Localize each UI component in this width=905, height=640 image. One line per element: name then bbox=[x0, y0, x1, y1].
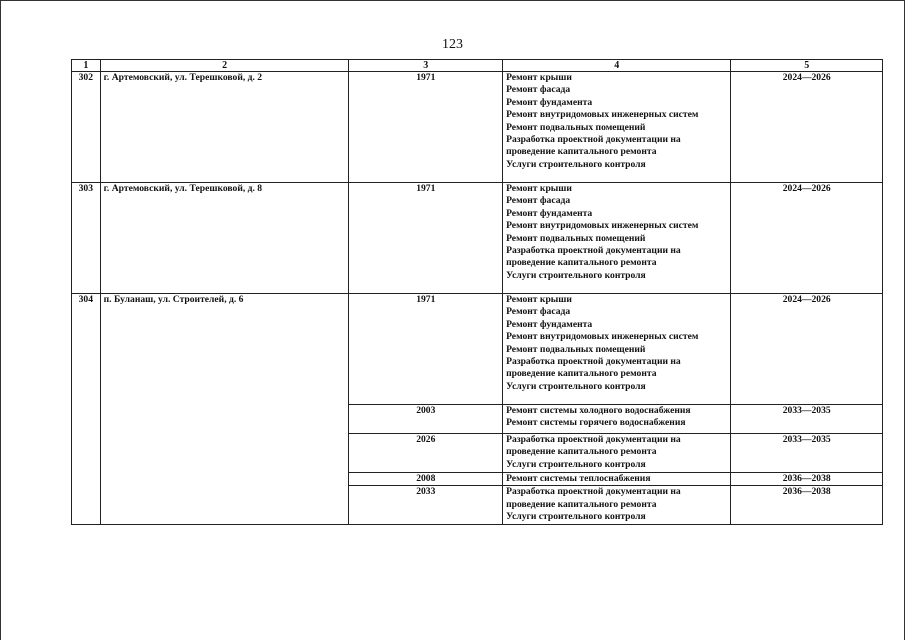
table-row bbox=[72, 183, 883, 294]
work-item: Ремонт крыши bbox=[506, 72, 572, 83]
year-cell: 1971 bbox=[349, 183, 503, 294]
address-cell: г. Артемовский, ул. Терешковой, д. 2 bbox=[100, 72, 349, 183]
page-number: 123 bbox=[442, 37, 463, 52]
works-cell bbox=[503, 183, 731, 294]
work-item: проведение капитального ремонта bbox=[506, 446, 657, 458]
work-item: Разработка проектной документации на bbox=[506, 245, 681, 257]
work-item: Ремонт внутридомовых инженерных систем bbox=[506, 220, 699, 232]
work-item: Ремонт фасада bbox=[506, 195, 571, 207]
column-header-2: 2 bbox=[100, 60, 349, 72]
work-item: Разработка проектной документации на bbox=[506, 486, 681, 498]
work-item: Ремонт фундамента bbox=[506, 96, 593, 108]
column-header-4: 4 bbox=[503, 60, 731, 72]
work-item: Разработка проектной документации на bbox=[506, 356, 681, 368]
period-cell: 2033—2035 bbox=[731, 405, 883, 434]
table-row bbox=[72, 294, 883, 405]
work-item: Ремонт фундамента bbox=[506, 207, 593, 219]
work-item: Ремонт подвальных помещений bbox=[506, 343, 646, 355]
work-item: Ремонт внутридомовых инженерных систем bbox=[506, 331, 699, 343]
works-cell bbox=[503, 434, 731, 473]
work-item: Услуги строительного контроля bbox=[506, 380, 646, 392]
work-item: Ремонт подвальных помещений bbox=[506, 121, 646, 133]
work-item: Ремонт фасада bbox=[506, 306, 571, 318]
period-cell: 2036—2038 bbox=[731, 473, 883, 486]
period-cell: 2024—2026 bbox=[731, 72, 883, 183]
row-number: 303 bbox=[72, 183, 101, 294]
work-item: Услуги строительного контроля bbox=[506, 158, 646, 170]
work-item: Услуги строительного контроля bbox=[506, 511, 646, 523]
period-cell: 2024—2026 bbox=[731, 183, 883, 294]
year-cell: 2008 bbox=[349, 473, 503, 486]
works-cell bbox=[503, 473, 731, 486]
row-number: 302 bbox=[72, 72, 101, 183]
works-cell bbox=[503, 72, 731, 183]
work-item: Ремонт фундамента bbox=[506, 318, 593, 330]
address-cell: г. Артемовский, ул. Терешковой, д. 8 bbox=[100, 183, 349, 294]
address-cell: п. Буланаш, ул. Строителей, д. 6 bbox=[100, 294, 349, 525]
work-item: Ремонт системы холодного водоснабжения bbox=[506, 405, 691, 416]
repair-schedule-table bbox=[71, 59, 883, 525]
works-cell bbox=[503, 405, 731, 434]
year-cell: 1971 bbox=[349, 294, 503, 405]
period-cell: 2024—2026 bbox=[731, 294, 883, 405]
works-cell bbox=[503, 294, 731, 405]
period-cell: 2036—2038 bbox=[731, 486, 883, 525]
work-item: проведение капитального ремонта bbox=[506, 368, 657, 380]
table-body bbox=[72, 72, 883, 525]
work-item: Ремонт подвальных помещений bbox=[506, 232, 646, 244]
header-row bbox=[72, 60, 883, 72]
work-item: Ремонт системы теплоснабжения bbox=[506, 473, 651, 484]
year-cell: 2026 bbox=[349, 434, 503, 473]
work-item: Разработка проектной документации на bbox=[506, 134, 681, 146]
work-item: Ремонт системы горячего водоснабжения bbox=[506, 417, 686, 429]
work-item: Ремонт внутридомовых инженерных систем bbox=[506, 109, 699, 121]
year-cell: 1971 bbox=[349, 72, 503, 183]
works-cell bbox=[503, 486, 731, 525]
column-header-3: 3 bbox=[349, 60, 503, 72]
work-item: Ремонт фасада bbox=[506, 84, 571, 96]
work-item: Ремонт крыши bbox=[506, 294, 572, 305]
work-item: проведение капитального ремонта bbox=[506, 498, 657, 510]
table-row bbox=[72, 72, 883, 183]
column-header-5: 5 bbox=[731, 60, 883, 72]
period-cell: 2033—2035 bbox=[731, 434, 883, 473]
work-item: проведение капитального ремонта bbox=[506, 146, 657, 158]
column-header-1: 1 bbox=[72, 60, 101, 72]
work-item: Разработка проектной документации на bbox=[506, 434, 681, 445]
work-item: Услуги строительного контроля bbox=[506, 458, 646, 470]
year-cell: 2033 bbox=[349, 486, 503, 525]
year-cell: 2003 bbox=[349, 405, 503, 434]
work-item: проведение капитального ремонта bbox=[506, 257, 657, 269]
work-item: Ремонт крыши bbox=[506, 183, 572, 194]
row-number: 304 bbox=[72, 294, 101, 525]
work-item: Услуги строительного контроля bbox=[506, 269, 646, 281]
